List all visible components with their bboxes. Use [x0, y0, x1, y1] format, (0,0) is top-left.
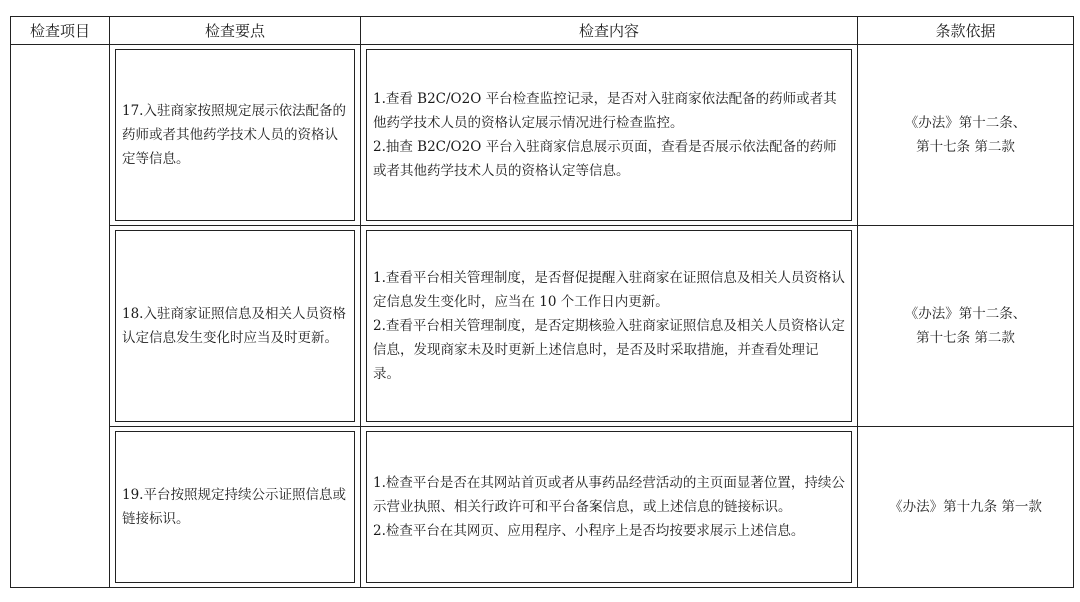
table-row — [11, 45, 1074, 226]
table-row — [11, 427, 1074, 588]
content-box — [366, 49, 852, 221]
clause-basis-line: 《办法》第十二条、 — [904, 306, 1027, 322]
inspection-item-cell — [11, 45, 110, 588]
key-point-box — [115, 230, 355, 422]
clause-basis-cell — [858, 226, 1074, 427]
clause-basis-line: 《办法》第十九条 第一款 — [889, 499, 1042, 515]
header-key-point: 检查要点 — [110, 17, 361, 45]
inspection-table — [10, 16, 1074, 588]
content-item: 1.检查平台是否在其网站首页或者从事药品经营活动的主页面显著位置，持续公示营业执照、相关行政许可和平台备案信息，或上述信息的链接标识。 — [373, 475, 845, 515]
clause-basis-line: 《办法》第十二条、 — [904, 115, 1027, 131]
table-row — [11, 226, 1074, 427]
header-row — [11, 17, 1074, 45]
clause-basis-cell — [858, 45, 1074, 226]
content-item: 2.检查平台在其网页、应用程序、小程序上是否均按要求展示上述信息。 — [373, 523, 805, 539]
key-point-text: 18.入驻商家证照信息及相关人员资格认定信息发生变化时应当及时更新。 — [122, 306, 346, 346]
key-point-text: 17.入驻商家按照规定展示依法配备的药师或者其他药学技术人员的资格认定等信息。 — [122, 103, 346, 167]
content-box — [366, 431, 852, 583]
content-item: 2.查看平台相关管理制度，是否定期核验入驻商家证照信息及相关人员资格认定信息，发现商家未及时更新上述信息时，是否及时采取措施，并查看处理记录。 — [373, 318, 845, 382]
header-inspection-item: 检查项目 — [11, 17, 110, 45]
key-point-box — [115, 49, 355, 221]
key-point-box — [115, 431, 355, 583]
content-item: 1.查看 B2C/O2O 平台检查监控记录，是否对入驻商家依法配备的药师或者其他药学技术人员的资格认定展示情况进行检查监控。 — [373, 91, 837, 131]
content-item: 1.查看平台相关管理制度，是否督促提醒入驻商家在证照信息及相关人员资格认定信息发生变化时，应当在 10 个工作日内更新。 — [373, 270, 845, 310]
header-inspection-content: 检查内容 — [361, 17, 858, 45]
key-point-text: 19.平台按照规定持续公示证照信息或链接标识。 — [122, 487, 346, 527]
clause-basis-line: 第十七条 第二款 — [916, 139, 1015, 155]
content-box — [366, 230, 852, 422]
content-item: 2.抽查 B2C/O2O 平台入驻商家信息展示页面，查看是否展示依法配备的药师或者其他药学技术人员的资格认定等信息。 — [373, 139, 837, 179]
clause-basis-line: 第十七条 第二款 — [916, 330, 1015, 346]
clause-basis-cell — [858, 427, 1074, 588]
header-clause-basis: 条款依据 — [858, 17, 1074, 45]
